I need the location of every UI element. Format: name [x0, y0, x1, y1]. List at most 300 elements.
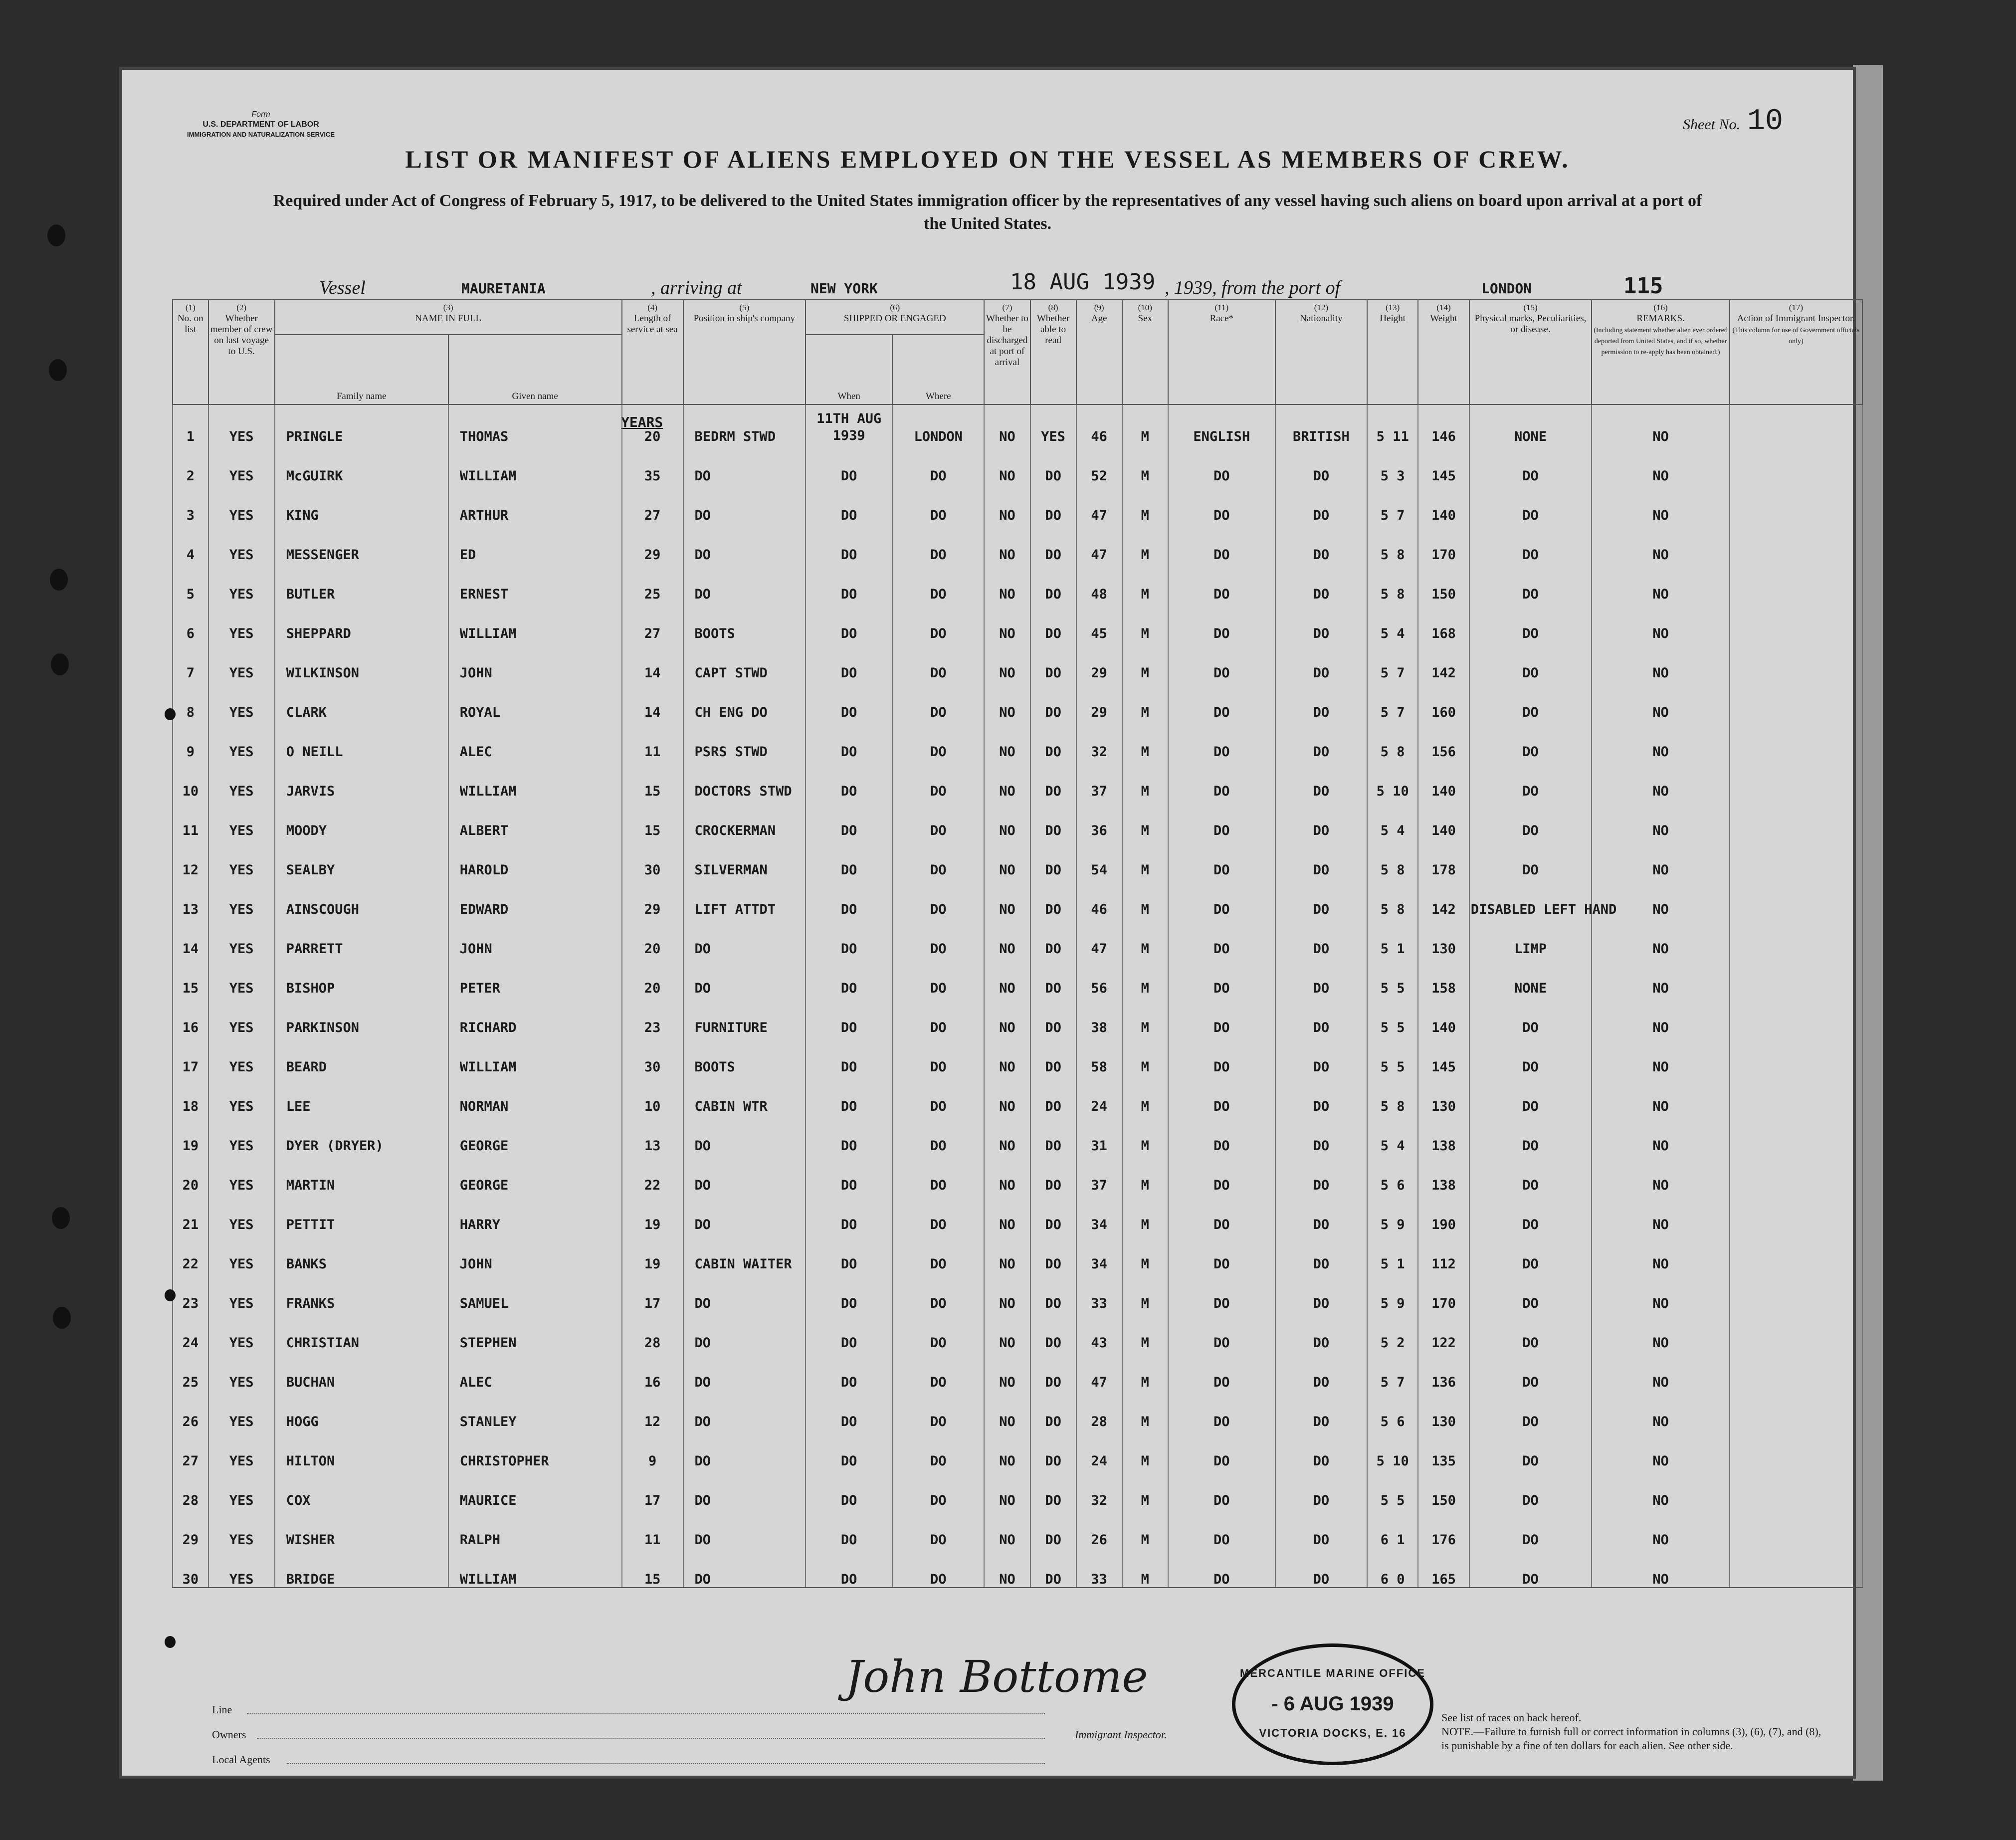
table-row: [173, 1311, 1862, 1351]
weight-cell: 150: [1418, 1469, 1469, 1508]
age-cell: 47: [1076, 1351, 1122, 1390]
sex-cell: M: [1122, 641, 1168, 681]
position-cell: CAPT STWD: [683, 641, 806, 681]
table-row: [173, 1272, 1862, 1311]
able-to-read-cell: DO: [1030, 484, 1076, 523]
age-cell: 32: [1076, 720, 1122, 760]
height-cell: 5 8: [1367, 523, 1418, 563]
last-voyage-cell: YES: [208, 1114, 275, 1154]
position-cell: DO: [683, 1508, 806, 1548]
given-name-cell: JOHN: [448, 1232, 622, 1272]
service-years-cell: 29: [622, 523, 683, 563]
able-to-read-cell: DO: [1030, 838, 1076, 878]
age-cell: 36: [1076, 799, 1122, 838]
remarks-cell: NO: [1592, 641, 1729, 681]
inspector-action-cell: [1730, 1272, 1862, 1311]
weight-cell: 168: [1418, 602, 1469, 641]
footer-notes: [1441, 1711, 1830, 1753]
inspector-action-cell: [1730, 1351, 1862, 1390]
shipped-where-cell: DO: [892, 1272, 984, 1311]
service-years-cell: 20: [622, 917, 683, 957]
remarks-cell: NO: [1592, 444, 1729, 484]
age-cell: 46: [1076, 878, 1122, 917]
service-years-cell: 15: [622, 799, 683, 838]
shipped-when-cell: DO: [806, 1272, 892, 1311]
sex-cell: M: [1122, 1075, 1168, 1114]
service-years-cell: 29: [622, 878, 683, 917]
inspector-action-cell: [1730, 1548, 1862, 1588]
crew-no-cell: 3: [173, 484, 208, 523]
sex-cell: M: [1122, 1469, 1168, 1508]
height-cell: 5 7: [1367, 484, 1418, 523]
table-row: [173, 720, 1862, 760]
shipped-when-cell: DO: [806, 1075, 892, 1114]
discharged-cell: NO: [984, 405, 1030, 444]
given-name-cell: ED: [448, 523, 622, 563]
table-row: [173, 1548, 1862, 1588]
table-row: [173, 1508, 1862, 1548]
inspector-action-cell: [1730, 1232, 1862, 1272]
col-header-family: Family name: [275, 335, 448, 405]
nationality-cell: DO: [1275, 1390, 1367, 1430]
service-years-cell: 13: [622, 1114, 683, 1154]
remarks-cell: NO: [1592, 1351, 1729, 1390]
race-cell: DO: [1168, 484, 1275, 523]
table-row: [173, 917, 1862, 957]
weight-cell: 130: [1418, 1390, 1469, 1430]
remarks-cell: NO: [1592, 681, 1729, 720]
able-to-read-cell: DO: [1030, 1035, 1076, 1075]
sheet-number-label: Sheet No.: [1683, 116, 1740, 133]
position-cell: DO: [683, 1311, 806, 1351]
weight-cell: 112: [1418, 1232, 1469, 1272]
crew-no-cell: 11: [173, 799, 208, 838]
weight-cell: 190: [1418, 1193, 1469, 1232]
sex-cell: M: [1122, 1232, 1168, 1272]
family-name-cell: O NEILL: [275, 720, 448, 760]
age-cell: 54: [1076, 838, 1122, 878]
sex-cell: M: [1122, 799, 1168, 838]
able-to-read-cell: DO: [1030, 1390, 1076, 1430]
given-name-cell: CHRISTOPHER: [448, 1430, 622, 1469]
inspector-action-cell: [1730, 957, 1862, 996]
shipped-when-cell: DO: [806, 917, 892, 957]
discharged-cell: NO: [984, 1035, 1030, 1075]
nationality-cell: DO: [1275, 878, 1367, 917]
last-voyage-cell: YES: [208, 484, 275, 523]
able-to-read-cell: YES: [1030, 405, 1076, 444]
physical-marks-cell: DO: [1469, 996, 1592, 1035]
service-years-cell: 11: [622, 720, 683, 760]
last-voyage-cell: YES: [208, 1232, 275, 1272]
inspector-action-cell: [1730, 760, 1862, 799]
shipped-when-cell: DO: [806, 484, 892, 523]
table-row: [173, 838, 1862, 878]
shipped-where-cell: DO: [892, 996, 984, 1035]
table-row: [173, 1390, 1862, 1430]
able-to-read-cell: DO: [1030, 1114, 1076, 1154]
height-cell: 5 5: [1367, 1469, 1418, 1508]
age-cell: 24: [1076, 1430, 1122, 1469]
discharged-cell: NO: [984, 878, 1030, 917]
shipped-where-cell: DO: [892, 444, 984, 484]
able-to-read-cell: DO: [1030, 799, 1076, 838]
local-agents-field: [287, 1763, 1045, 1764]
nationality-cell: DO: [1275, 1193, 1367, 1232]
race-cell: DO: [1168, 1548, 1275, 1588]
last-voyage-cell: YES: [208, 1508, 275, 1548]
shipped-when-cell: DO: [806, 760, 892, 799]
able-to-read-cell: DO: [1030, 1075, 1076, 1114]
sex-cell: M: [1122, 1430, 1168, 1469]
race-cell: ENGLISH: [1168, 405, 1275, 444]
discharged-cell: NO: [984, 1351, 1030, 1390]
given-name-cell: WILLIAM: [448, 602, 622, 641]
weight-cell: 156: [1418, 720, 1469, 760]
nationality-cell: DO: [1275, 1035, 1367, 1075]
family-name-cell: CLARK: [275, 681, 448, 720]
height-cell: 5 8: [1367, 878, 1418, 917]
race-cell: DO: [1168, 838, 1275, 878]
inspector-action-cell: [1730, 405, 1862, 444]
sex-cell: M: [1122, 996, 1168, 1035]
service-years-cell: 25: [622, 563, 683, 602]
line-field: [247, 1713, 1045, 1714]
inspector-action-cell: [1730, 641, 1862, 681]
physical-marks-cell: NONE: [1469, 405, 1592, 444]
discharged-cell: NO: [984, 602, 1030, 641]
discharged-cell: NO: [984, 1154, 1030, 1193]
race-cell: DO: [1168, 1508, 1275, 1548]
family-name-cell: DYER (DRYER): [275, 1114, 448, 1154]
physical-marks-cell: DO: [1469, 523, 1592, 563]
height-cell: 5 9: [1367, 1193, 1418, 1232]
physical-marks-cell: DO: [1469, 799, 1592, 838]
last-voyage-cell: YES: [208, 957, 275, 996]
inspector-action-cell: [1730, 1469, 1862, 1508]
crew-no-cell: 30: [173, 1548, 208, 1588]
shipped-where-cell: DO: [892, 1469, 984, 1508]
sex-cell: M: [1122, 523, 1168, 563]
shipped-where-cell: DO: [892, 1430, 984, 1469]
col-header-given: Given name: [448, 335, 622, 405]
sex-cell: M: [1122, 760, 1168, 799]
crew-no-cell: 13: [173, 878, 208, 917]
weight-cell: 140: [1418, 996, 1469, 1035]
shipped-when-cell: DO: [806, 444, 892, 484]
discharged-cell: NO: [984, 1469, 1030, 1508]
nationality-cell: DO: [1275, 1311, 1367, 1351]
family-name-cell: BRIDGE: [275, 1548, 448, 1588]
service-years-cell: 15: [622, 1548, 683, 1588]
age-cell: 56: [1076, 957, 1122, 996]
race-cell: DO: [1168, 681, 1275, 720]
age-cell: 29: [1076, 641, 1122, 681]
shipped-when-cell: DO: [806, 523, 892, 563]
col-header-marks: (15) Physical marks, Peculiarities, or disease.: [1469, 300, 1592, 405]
age-cell: 45: [1076, 602, 1122, 641]
race-cell: DO: [1168, 1430, 1275, 1469]
col-header-nationality: (12) Nationality: [1275, 300, 1367, 405]
remarks-cell: NO: [1592, 1035, 1729, 1075]
age-cell: 33: [1076, 1548, 1122, 1588]
service-years-cell: 20: [622, 405, 683, 444]
height-cell: 5 10: [1367, 760, 1418, 799]
discharged-cell: NO: [984, 1232, 1030, 1272]
race-cell: DO: [1168, 523, 1275, 563]
last-voyage-cell: YES: [208, 405, 275, 444]
position-cell: DO: [683, 1430, 806, 1469]
race-cell: DO: [1168, 563, 1275, 602]
race-cell: DO: [1168, 444, 1275, 484]
shipped-when-cell: DO: [806, 1430, 892, 1469]
given-name-cell: PETER: [448, 957, 622, 996]
position-cell: CROCKERMAN: [683, 799, 806, 838]
col-header-remarks: (16) REMARKS. (Including statement whether alien ever ordered deported from United States, and if so, whether permission to re-apply has been obtained.): [1592, 300, 1729, 405]
table-row: [173, 1193, 1862, 1232]
last-voyage-cell: YES: [208, 681, 275, 720]
table-row: [173, 444, 1862, 484]
col-header-position: (5) Position in ship's company: [683, 300, 806, 405]
height-cell: 5 1: [1367, 917, 1418, 957]
physical-marks-cell: DO: [1469, 1469, 1592, 1508]
sex-cell: M: [1122, 720, 1168, 760]
service-years-cell: 19: [622, 1193, 683, 1232]
inspector-action-cell: [1730, 1075, 1862, 1114]
nationality-cell: DO: [1275, 681, 1367, 720]
height-cell: 5 2: [1367, 1311, 1418, 1351]
crew-no-cell: 1: [173, 405, 208, 444]
race-cell: DO: [1168, 957, 1275, 996]
family-name-cell: MARTIN: [275, 1154, 448, 1193]
weight-cell: 140: [1418, 799, 1469, 838]
shipped-when-cell: DO: [806, 799, 892, 838]
race-cell: DO: [1168, 1469, 1275, 1508]
remarks-cell: NO: [1592, 1193, 1729, 1232]
family-name-cell: PARRETT: [275, 917, 448, 957]
physical-marks-cell: DO: [1469, 681, 1592, 720]
age-cell: 24: [1076, 1075, 1122, 1114]
sex-cell: M: [1122, 1035, 1168, 1075]
service-years-cell: 17: [622, 1272, 683, 1311]
race-cell: DO: [1168, 720, 1275, 760]
family-name-cell: AINSCOUGH: [275, 878, 448, 917]
form-label: Form: [251, 110, 270, 119]
shipped-where-cell: DO: [892, 1508, 984, 1548]
inspector-action-cell: [1730, 1508, 1862, 1548]
discharged-cell: NO: [984, 523, 1030, 563]
sex-cell: M: [1122, 917, 1168, 957]
crew-no-cell: 19: [173, 1114, 208, 1154]
col-header-race: (11) Race*: [1168, 300, 1275, 405]
last-voyage-cell: YES: [208, 1272, 275, 1311]
remarks-cell: NO: [1592, 484, 1729, 523]
service-years-cell: 11: [622, 1508, 683, 1548]
discharged-cell: NO: [984, 760, 1030, 799]
shipped-where-cell: DO: [892, 720, 984, 760]
shipped-when-cell: DO: [806, 641, 892, 681]
weight-cell: 142: [1418, 878, 1469, 917]
discharged-cell: NO: [984, 1311, 1030, 1351]
physical-marks-cell: DO: [1469, 1390, 1592, 1430]
race-cell: DO: [1168, 1035, 1275, 1075]
remarks-cell: NO: [1592, 799, 1729, 838]
able-to-read-cell: DO: [1030, 444, 1076, 484]
crew-no-cell: 14: [173, 917, 208, 957]
physical-marks-cell: DO: [1469, 1508, 1592, 1548]
inspector-action-cell: [1730, 1390, 1862, 1430]
given-name-cell: JOHN: [448, 641, 622, 681]
able-to-read-cell: DO: [1030, 1154, 1076, 1193]
able-to-read-cell: DO: [1030, 1430, 1076, 1469]
remarks-cell: NO: [1592, 1430, 1729, 1469]
sex-cell: M: [1122, 484, 1168, 523]
line-label: Line: [212, 1703, 232, 1716]
age-cell: 37: [1076, 1154, 1122, 1193]
given-name-cell: RICHARD: [448, 996, 622, 1035]
nationality-cell: DO: [1275, 1154, 1367, 1193]
service-years-cell: 28: [622, 1311, 683, 1351]
given-name-cell: GEORGE: [448, 1154, 622, 1193]
manifest-title: LIST OR MANIFEST OF ALIENS EMPLOYED ON THE VESSEL AS MEMBERS OF CREW.: [405, 145, 1570, 173]
col-header-where: Where: [892, 335, 984, 405]
owners-field: [257, 1738, 1045, 1739]
race-cell: DO: [1168, 1272, 1275, 1311]
position-cell: CABIN WAITER: [683, 1232, 806, 1272]
shipped-where-cell: DO: [892, 681, 984, 720]
nationality-cell: DO: [1275, 1508, 1367, 1548]
physical-marks-cell: DO: [1469, 1035, 1592, 1075]
given-name-cell: RALPH: [448, 1508, 622, 1548]
service-years-cell: 22: [622, 1154, 683, 1193]
table-row: [173, 799, 1862, 838]
shipped-where-cell: DO: [892, 760, 984, 799]
able-to-read-cell: DO: [1030, 917, 1076, 957]
race-cell: DO: [1168, 1390, 1275, 1430]
crew-no-cell: 26: [173, 1390, 208, 1430]
owners-label: Owners: [212, 1728, 246, 1741]
discharged-cell: NO: [984, 1548, 1030, 1588]
discharged-cell: NO: [984, 996, 1030, 1035]
vessel-name: MAURETANIA: [461, 280, 546, 297]
col-header-service: (4) Length of service at sea: [622, 300, 683, 405]
remarks-cell: NO: [1592, 1272, 1729, 1311]
position-cell: BOOTS: [683, 602, 806, 641]
nationality-cell: DO: [1275, 957, 1367, 996]
given-name-cell: EDWARD: [448, 878, 622, 917]
last-voyage-cell: YES: [208, 1548, 275, 1588]
crew-no-cell: 17: [173, 1035, 208, 1075]
remarks-cell: NO: [1592, 996, 1729, 1035]
height-cell: 5 5: [1367, 1035, 1418, 1075]
service-years-cell: 16: [622, 1351, 683, 1390]
shipped-where-cell: DO: [892, 957, 984, 996]
sex-cell: M: [1122, 838, 1168, 878]
position-cell: DO: [683, 1548, 806, 1588]
inspector-action-cell: [1730, 681, 1862, 720]
remarks-cell: NO: [1592, 1311, 1729, 1351]
discharged-cell: NO: [984, 1272, 1030, 1311]
given-name-cell: HARRY: [448, 1193, 622, 1232]
shipped-when-cell: DO: [806, 878, 892, 917]
weight-cell: 170: [1418, 1272, 1469, 1311]
given-name-cell: HAROLD: [448, 838, 622, 878]
departure-port: LONDON: [1481, 280, 1532, 297]
age-cell: 34: [1076, 1193, 1122, 1232]
weight-cell: 130: [1418, 917, 1469, 957]
shipped-when-cell: DO: [806, 1035, 892, 1075]
col-header-read: (8) Whether able to read: [1030, 300, 1076, 405]
inspector-action-cell: [1730, 878, 1862, 917]
position-cell: DOCTORS STWD: [683, 760, 806, 799]
crew-no-cell: 24: [173, 1311, 208, 1351]
inspector-action-cell: [1730, 1430, 1862, 1469]
family-name-cell: BANKS: [275, 1232, 448, 1272]
shipped-when-cell: DO: [806, 720, 892, 760]
remarks-cell: NO: [1592, 957, 1729, 996]
inspector-action-cell: [1730, 1114, 1862, 1154]
shipped-where-cell: DO: [892, 1232, 984, 1272]
races-note: See list of races on back hereof.: [1441, 1711, 1582, 1724]
table-row: [173, 523, 1862, 563]
position-cell: DO: [683, 444, 806, 484]
binding-hole: [49, 359, 67, 381]
given-name-cell: MAURICE: [448, 1469, 622, 1508]
nationality-cell: DO: [1275, 996, 1367, 1035]
height-cell: 5 8: [1367, 720, 1418, 760]
last-voyage-cell: YES: [208, 1469, 275, 1508]
able-to-read-cell: DO: [1030, 957, 1076, 996]
family-name-cell: SEALBY: [275, 838, 448, 878]
table-row: [173, 1232, 1862, 1272]
last-voyage-cell: YES: [208, 1351, 275, 1390]
given-name-cell: WILLIAM: [448, 1548, 622, 1588]
service-years-cell: 23: [622, 996, 683, 1035]
race-cell: DO: [1168, 1311, 1275, 1351]
sex-cell: M: [1122, 602, 1168, 641]
physical-marks-cell: DO: [1469, 1430, 1592, 1469]
shipped-when-cell: DO: [806, 1508, 892, 1548]
physical-marks-cell: DO: [1469, 1548, 1592, 1588]
age-cell: 46: [1076, 405, 1122, 444]
discharged-cell: NO: [984, 838, 1030, 878]
weight-cell: 160: [1418, 681, 1469, 720]
discharged-cell: NO: [984, 1114, 1030, 1154]
shipped-when-cell: DO: [806, 838, 892, 878]
family-name-cell: COX: [275, 1469, 448, 1508]
crew-no-cell: 23: [173, 1272, 208, 1311]
sex-cell: M: [1122, 1154, 1168, 1193]
race-cell: DO: [1168, 917, 1275, 957]
able-to-read-cell: DO: [1030, 1469, 1076, 1508]
service-years-cell: 20: [622, 957, 683, 996]
shipped-when-cell: DO: [806, 602, 892, 641]
remarks-cell: NO: [1592, 720, 1729, 760]
remarks-cell: NO: [1592, 917, 1729, 957]
inspector-action-cell: [1730, 917, 1862, 957]
height-cell: 5 4: [1367, 602, 1418, 641]
family-name-cell: BUCHAN: [275, 1351, 448, 1390]
height-cell: 5 5: [1367, 996, 1418, 1035]
height-cell: 6 1: [1367, 1508, 1418, 1548]
position-cell: DO: [683, 1469, 806, 1508]
physical-marks-cell: DO: [1469, 720, 1592, 760]
last-voyage-cell: YES: [208, 563, 275, 602]
weight-cell: 146: [1418, 405, 1469, 444]
age-cell: 33: [1076, 1272, 1122, 1311]
crew-no-cell: 16: [173, 996, 208, 1035]
nationality-cell: DO: [1275, 1351, 1367, 1390]
